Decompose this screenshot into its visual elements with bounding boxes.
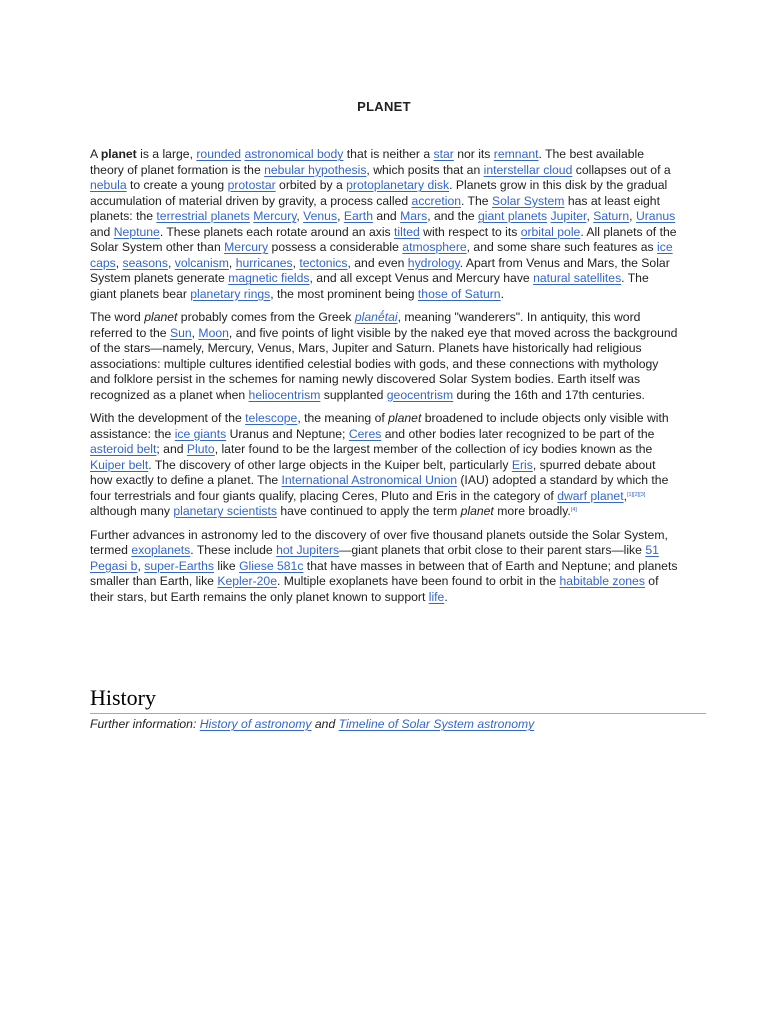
wiki-link: Pluto <box>186 442 215 456</box>
wiki-link: Moon <box>198 325 229 340</box>
wiki-link: star <box>433 147 454 161</box>
text-run: ; and <box>156 442 187 456</box>
wiki-link: Uranus <box>635 209 676 223</box>
wiki-link: natural satellites <box>533 271 622 285</box>
text-run: , <box>167 255 175 270</box>
text-run: , later found to be the largest member of the collection of icy bodies known as the <box>214 442 653 456</box>
wiki-link: remnant <box>493 147 539 161</box>
wiki-link: tectonics <box>299 255 348 270</box>
wiki-link: life <box>428 589 445 604</box>
wiki-link: planetary scientists <box>173 504 277 518</box>
text-run: , and five points of light visible by the naked eye that moved across the background of the stars—namely, Mercury, Venus, Mars, Jupiter and Saturn. Planets have historically had religious associations: multiple cultures identified celestial bodies with gods, and these connections with mythology and folklore persist in the schemes for naming newly discovered Solar System bodies. Earth itself was recognized as a planet when <box>90 325 678 402</box>
text-run: The word <box>90 310 145 324</box>
text-run: during the 16th and 17th centuries. <box>453 387 645 402</box>
text-run: A <box>90 147 101 161</box>
text-run: . <box>500 286 504 301</box>
wiki-link-italic: planḗtai <box>354 310 398 324</box>
text-run: , <box>292 255 300 270</box>
wiki-link: orbital pole <box>520 224 581 239</box>
text-run: broadened to include objects only visible with assistance: the <box>90 411 669 441</box>
text-run: nor its <box>453 147 494 161</box>
text-run: and other bodies later recognized to be part of the <box>381 426 655 441</box>
wiki-link: those of Saturn <box>417 286 501 301</box>
wiki-link: terrestrial planets <box>156 209 250 223</box>
wiki-link: rounded <box>196 147 242 161</box>
text-run: , <box>228 255 236 270</box>
text-run: . These include <box>190 543 277 557</box>
paragraph-intro <box>90 147 678 302</box>
wiki-link: Solar System <box>491 193 565 208</box>
wiki-link: planetary rings <box>190 286 271 301</box>
wiki-link: nebula <box>90 178 127 192</box>
wiki-link: Jupiter <box>550 209 587 223</box>
text-run: . Multiple exoplanets have been found to orbit in the <box>276 574 560 588</box>
text-run: is a large, <box>136 147 197 161</box>
wiki-link: accretion <box>411 193 461 208</box>
wiki-link: Ceres <box>348 426 382 441</box>
text-run: , and all except Venus and Mercury have <box>309 271 534 285</box>
italic-term: planet <box>388 411 422 425</box>
text-run: . The best available theory of planet formation is the <box>90 147 644 177</box>
wiki-link: Eris <box>511 457 533 472</box>
wiki-link: hurricanes <box>235 255 293 270</box>
paragraph-exoplanets <box>90 528 678 606</box>
wiki-link: giant planets <box>478 209 548 223</box>
text-run: , spurred debate about how exactly to define a planet. The <box>90 457 656 487</box>
text-run: . <box>444 589 448 604</box>
text-run: , <box>115 255 123 270</box>
article-body <box>90 147 678 613</box>
wiki-link: geocentrism <box>386 387 454 402</box>
wiki-link: heliocentrism <box>248 387 321 402</box>
text-run: and <box>372 209 401 223</box>
wiki-link: Kuiper belt <box>90 457 149 472</box>
wiki-link: protostar <box>227 178 276 192</box>
citation-ref: [4] <box>570 507 577 513</box>
text-run: . Planets grow in this disk by the gradual accumulation of material driven by gravity, a process called <box>90 178 668 208</box>
text-run: more broadly. <box>493 504 571 518</box>
wiki-link: exoplanets <box>131 543 191 557</box>
wiki-link: seasons <box>122 255 168 270</box>
wiki-link: Saturn <box>593 209 630 223</box>
paragraph-telescope <box>90 411 678 520</box>
italic-term: planet <box>144 310 178 324</box>
text-run: possess a considerable <box>268 240 403 254</box>
text-run: supplanted <box>320 387 387 402</box>
italic-term: planet <box>460 504 494 518</box>
wiki-link: interstellar cloud <box>483 162 573 177</box>
text-run: and <box>90 224 114 239</box>
text-run: , <box>337 209 344 223</box>
wiki-link: atmosphere <box>402 240 467 254</box>
history-section-heading <box>90 684 706 714</box>
wiki-link: tilted <box>394 224 420 239</box>
wiki-link: ice giants <box>174 426 227 441</box>
section-heading-history: History <box>90 685 156 710</box>
text-run: , <box>586 209 594 223</box>
text-run: that is neither a <box>343 147 434 161</box>
wiki-link: volcanism <box>174 255 229 270</box>
wiki-link: protoplanetary disk <box>346 178 450 192</box>
text-run: , and even <box>347 255 408 270</box>
wiki-link: ice caps <box>90 240 673 270</box>
text-run: like <box>214 558 240 573</box>
paragraph-etymology <box>90 310 678 403</box>
wiki-link: Venus <box>303 209 338 223</box>
text-run: . The discovery of other large objects in the Kuiper belt, particularly <box>148 457 512 472</box>
text-run: . The <box>461 193 492 208</box>
wiki-link: Mars <box>400 209 428 223</box>
text-run: , and the <box>427 209 479 223</box>
text-run: , the most prominent being <box>270 286 418 301</box>
page-title: PLANET <box>357 99 411 114</box>
link-history-of-astronomy: History of astronomy <box>199 717 312 731</box>
text-run: (IAU) adopted a standard by which the four terrestrials and four giants qualify, placing Ceres, Pluto and Eris in the category of <box>90 473 669 503</box>
wiki-link: asteroid belt <box>90 442 157 456</box>
text-run: Further advances in astronomy led to the discovery of over five thousand planets outside the Solar System, termed <box>90 527 668 557</box>
text-run: , <box>191 325 199 340</box>
text-run: , <box>623 488 627 503</box>
text-run: have continued to apply the term <box>277 504 461 518</box>
text-run: . All planets of the Solar System other than <box>90 224 677 254</box>
hatnote-prefix: Further information: <box>90 717 200 731</box>
text-run: orbited by a <box>275 178 347 192</box>
text-run: , which posits that an <box>366 162 484 177</box>
wiki-link: telescope <box>245 411 298 425</box>
text-run: has at least eight planets: the <box>90 193 660 223</box>
wiki-link: astronomical body <box>244 147 344 161</box>
citation-ref: [1][2][3] <box>627 491 646 498</box>
wiki-link: nebular hypothesis <box>264 162 367 177</box>
wiki-link: hydrology <box>407 255 460 270</box>
text-run: . The giant planets bear <box>90 271 649 301</box>
text-run: Uranus and Neptune; <box>226 426 349 441</box>
text-run: collapses out of a <box>572 162 671 177</box>
text-run: , <box>629 209 636 223</box>
wiki-link: Gliese 581c <box>239 558 304 573</box>
text-run: , the meaning of <box>297 411 389 425</box>
link-timeline-of-solar-system-astronomy: Timeline of Solar System astronomy <box>338 717 535 731</box>
text-run: with respect to its <box>419 224 521 239</box>
text-run: —giant planets that orbit close to their parent stars—like <box>339 543 646 557</box>
wiki-link: Sun <box>169 325 192 340</box>
text-run: With the development of the <box>90 411 246 425</box>
hatnote-and: and <box>311 717 339 731</box>
wiki-link: 51 Pegasi b <box>90 543 659 573</box>
text-run: , meaning "wanderers". In antiquity, this word referred to the <box>90 310 641 340</box>
wiki-link: hot Jupiters <box>276 543 340 557</box>
wiki-link: habitable zones <box>559 574 645 588</box>
wiki-link: Neptune <box>113 224 160 239</box>
wiki-link: Mercury <box>253 209 297 223</box>
wiki-link: dwarf planet <box>557 488 624 503</box>
text-run: probably comes from the Greek <box>177 310 355 324</box>
wiki-link: magnetic fields <box>228 271 310 285</box>
text-run: , <box>137 558 145 573</box>
text-run: . Apart from Venus and Mars, the Solar System planets generate <box>90 255 670 285</box>
text-run: of their stars, but Earth remains the only planet known to support <box>90 574 659 604</box>
wiki-link: Kepler-20e <box>217 574 277 588</box>
text-run: , <box>296 209 304 223</box>
text-run: although many <box>90 504 174 518</box>
wiki-link: Mercury <box>224 240 269 254</box>
bold-term: planet <box>100 147 137 161</box>
text-run: . These planets each rotate around an axis <box>159 224 395 239</box>
text-run: to create a young <box>126 178 228 192</box>
text-run: , and some share such features as <box>466 240 658 254</box>
further-information-hatnote <box>90 717 534 731</box>
wiki-link: super-Earths <box>144 558 214 573</box>
wiki-link: International Astronomical Union <box>281 473 457 487</box>
wiki-link: Earth <box>343 209 373 223</box>
text-run: that have masses in between that of Earth and Neptune; and planets smaller than Earth, like <box>90 558 678 588</box>
